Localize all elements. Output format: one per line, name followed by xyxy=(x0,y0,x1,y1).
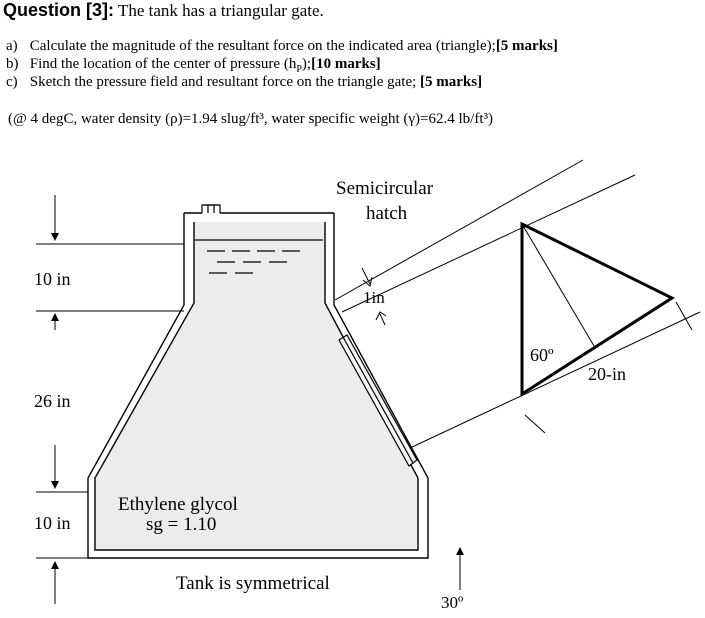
part-c-text: Sketch the pressure field and resultant force on the triangle gate; xyxy=(29,74,417,90)
part-b-marks: [10 marks] xyxy=(311,56,381,72)
tank-vent xyxy=(202,205,220,213)
hatch-label-2: hatch xyxy=(366,203,408,224)
part-c-marks: [5 marks] xyxy=(420,74,483,90)
fluid-properties: (@ 4 degC, water density (ρ)=1.94 slug/ft³, water specific weight (γ)=62.4 lb/ft³) xyxy=(8,111,493,127)
fluid-name-label: Ethylene glycol xyxy=(118,494,238,515)
part-a-text: Calculate the magnitude of the resultant force on the indicated area (triangle); xyxy=(29,38,496,54)
part-b-text: Find the location of the center of pressure (h xyxy=(29,56,297,72)
question-intro: The tank has a triangular gate. xyxy=(117,1,324,20)
dim-bottom-label: 10 in xyxy=(34,513,71,533)
part-a-label: a) xyxy=(6,38,18,54)
hatch-label-1: Semicircular xyxy=(336,178,434,199)
fluid-sg-label: sg = 1.10 xyxy=(146,514,217,535)
part-b-text2: ); xyxy=(301,56,312,72)
part-c-label: c) xyxy=(6,74,18,90)
dim-top-label: 10 in xyxy=(34,269,71,289)
part-b-sub: P xyxy=(296,64,302,75)
gap-label: 1in xyxy=(363,288,385,307)
angle-30-label: 30º xyxy=(441,593,464,612)
question-number: Question [3]: xyxy=(3,0,114,20)
dim-20-label: 20-in xyxy=(588,364,626,384)
part-b-label: b) xyxy=(6,56,19,72)
angle-60-label: 60º xyxy=(530,345,554,365)
tank-note: Tank is symmetrical xyxy=(176,573,330,594)
part-a-marks: [5 marks] xyxy=(495,38,558,54)
dim-middle-label: 26 in xyxy=(34,391,71,411)
